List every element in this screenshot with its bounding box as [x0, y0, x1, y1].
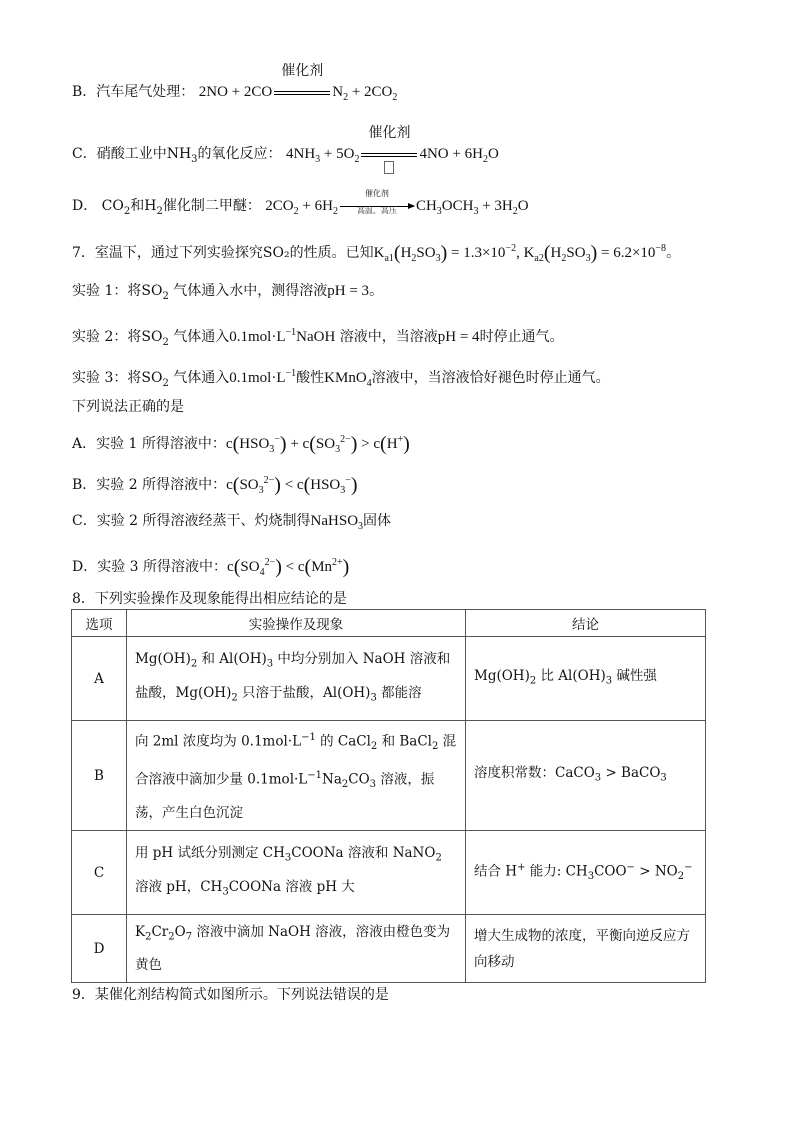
q7-option-c: C．实验 2 所得溶液经蒸干、灼烧制得NaHSO$_3$固体: [72, 513, 392, 532]
row-conclusion: 结合 H+ 能力: $CH_3COO^- > NO_2^-$: [466, 831, 706, 915]
option-d: [72, 189, 529, 222]
q7-option-b: B．实验 2 所得溶液中：$c(SO_3^{2-}) < c(HSO_3^-)$: [72, 474, 358, 496]
q7-ka1: $K_{a1}(H_2SO_3) = 1.3\times 10^{-2}$, $K_{a2}(H_2SO_3) = 6.2\times 10^{-8}$: [373, 242, 667, 264]
table-row: [72, 915, 706, 983]
row-procedure: 用 pH 试纸分别测定 $CH_3COONa$ 溶液和 NaNO$_2$ 溶液 pH，$CH_3COONa$ 溶液 pH 大: [127, 831, 466, 915]
row-option: D: [72, 915, 127, 983]
row-procedure: $K_2Cr_2O_7$ 溶液中滴加 NaOH 溶液，溶液由橙色变为黄色: [127, 915, 466, 983]
table-row: [72, 637, 706, 721]
row-conclusion: 增大生成物的浓度，平衡向逆反应方向移动: [466, 915, 706, 983]
equals-sign: [274, 91, 330, 95]
row-option: A: [72, 637, 127, 721]
q9-stem: 9．某催化剂结构简式如图所示。下列说法错误的是: [72, 987, 389, 1003]
row-conclusion: $Mg(OH)_2$ 比 $Al(OH)_3$ 碱性强: [466, 637, 706, 721]
option-b-label: B．汽车尾气处理：: [72, 84, 195, 100]
catalyst-condition: 催化剂: [361, 144, 417, 164]
q8-table: [71, 609, 706, 983]
row-conclusion: 溶度积常数：CaCO$_3$ > BaCO$_3$: [466, 721, 706, 831]
option-c-equation: $4NH_3 + 5O_2$ 催化剂 $4NO + 6H_2O$: [286, 146, 499, 162]
table-row: [72, 831, 706, 915]
header-procedure: 实验操作及现象: [127, 610, 466, 637]
q7-exp3: 实验 3：将$SO_2$ 气体通入$0.1mol\cdot L^{-1}$酸性KMnO$_4$溶液中，当溶液恰好褪色时停止通气。: [72, 368, 610, 389]
option-c-label: C．硝酸工业中$NH_3$的氧化反应：: [72, 146, 282, 165]
q7-option-a: A．实验 1 所得溶液中：$c(HSO_3^-) + c(SO_3^{2-}) > c(H^+)$: [72, 433, 410, 455]
row-option: C: [72, 831, 127, 915]
option-c: [72, 126, 499, 170]
catalyst-condition: 催化剂: [274, 82, 330, 102]
q7-exp2: 实验 2：将$SO_2$ 气体通入$0.1mol\cdot L^{-1}NaOH$ 溶液中，当溶液pH = 4时停止通气。: [72, 327, 564, 348]
row-procedure: $Mg(OH)_2$ 和 $Al(OH)_3$ 中均分别加入 NaOH 溶液和盐酸，$Mg(OH)_2$ 只溶于盐酸，$Al(OH)_3$ 都能溶: [127, 637, 466, 721]
header-option: 选项: [72, 610, 127, 637]
q7-option-d: D．实验 3 所得溶液中：$c(SO_4^{2-}) < c(Mn^{2+})$: [72, 556, 350, 578]
table-row: [72, 721, 706, 831]
option-b-equation: 2NO + 2CO 催化剂 $N_2 + 2CO_2$: [198, 64, 398, 103]
q7-stem: 7．室温下，通过下列实验探究SO₂的性质。已知$K_{a1}(H_2SO_3) = 1.3\times 10^{-2}$, $K_{a2}(H_2SO_3) = 6.2\times 10^{-8}$。: [72, 242, 681, 264]
q7-exp1: 实验 1：将$SO_2$ 气体通入水中，测得溶液pH = 3。: [72, 283, 384, 302]
equals-sign: [361, 153, 417, 157]
missing-glyph-box: [384, 161, 394, 174]
q8-stem: 8．下列实验操作及现象能得出相应结论的是: [72, 591, 347, 607]
row-option: B: [72, 721, 127, 831]
option-d-label: D． $CO_2$和$H_2$催化制二甲醚：: [72, 198, 261, 217]
q7-question: 下列说法正确的是: [72, 399, 184, 415]
header-conclusion: 结论: [466, 610, 706, 637]
table-header-row: [72, 610, 706, 637]
option-b: [72, 64, 398, 108]
option-d-equation: $2CO_2 + 6H_2$ 催化剂 高温、高压 $CH_3OCH_3 + 3H_2O$: [265, 189, 529, 217]
row-procedure: 向 2ml 浓度均为 $0.1mol\cdot L^{-1}$ 的 CaCl$_2$ 和 BaCl$_2$ 混合溶液中滴加少量 $0.1mol\cdot L^{-1}Na_2CO_3$ 溶液，振荡，产生白色沉淀: [127, 721, 466, 831]
catalyst-condition: 催化剂 高温、高压: [340, 196, 414, 216]
